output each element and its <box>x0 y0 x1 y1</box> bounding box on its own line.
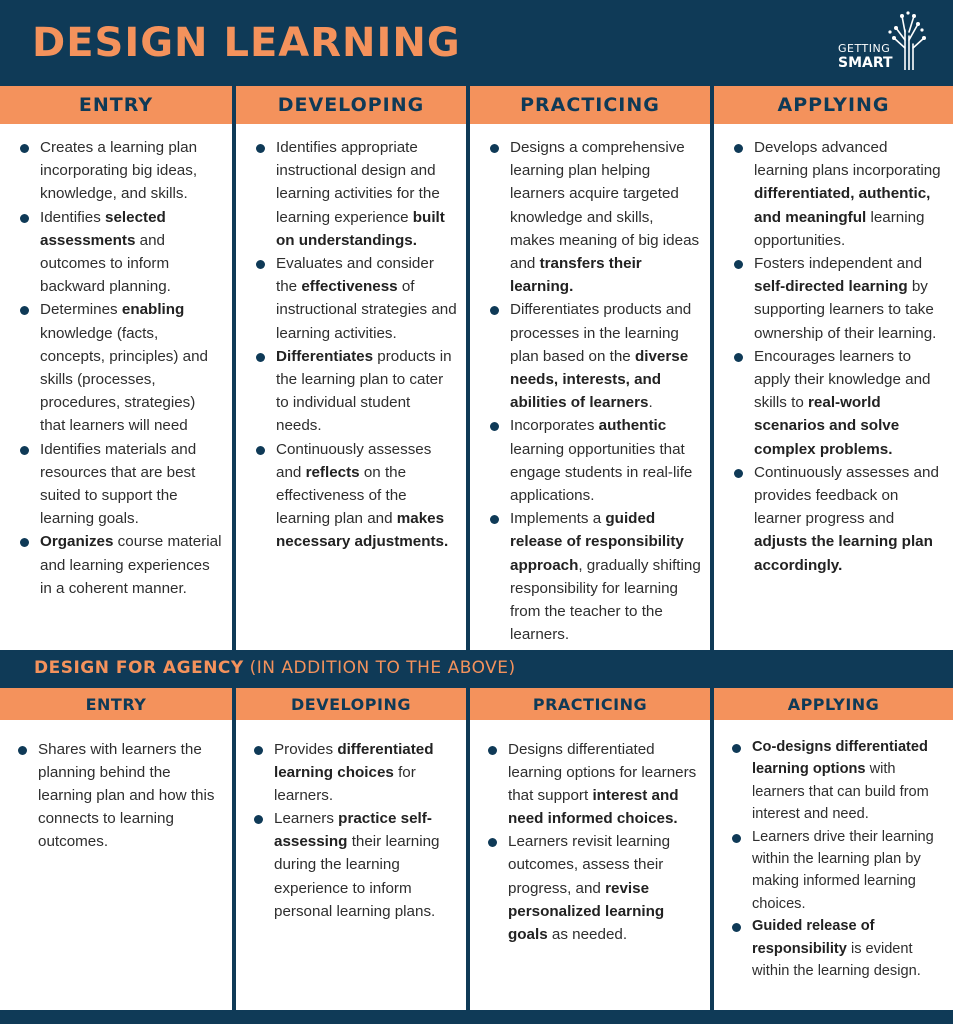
level-label: APPLYING <box>777 94 890 116</box>
bold-text: practice self-assessing <box>274 810 432 851</box>
design-learning-developing <box>236 124 466 650</box>
bold-text: reflects <box>305 463 360 481</box>
bold-text: interest and need informed choices. <box>508 787 679 828</box>
list-item: Identifies materials and resources that are best suited to support the learning goals. <box>16 438 224 531</box>
list-item: Learners practice self-assessing their learning during the learning experience to inform personal learning plans. <box>250 807 458 922</box>
list-item: Creates a learning plan incorporating big ideas, knowledge, and skills. <box>16 136 224 206</box>
logo-line2: SMART <box>838 55 893 71</box>
level-label: APPLYING <box>787 694 880 714</box>
bold-text: Co-designs differentiated learning options <box>752 739 928 778</box>
level-header-entry <box>0 86 232 124</box>
level-label: ENTRY <box>78 94 154 116</box>
list-item: Incorporates authentic learning opportunities that engage students in real-life applications. <box>486 414 702 507</box>
bullet-list <box>486 136 702 646</box>
level-label: ENTRY <box>85 694 147 714</box>
design-learning-body <box>0 124 953 650</box>
getting-smart-logo <box>838 10 928 76</box>
bold-text: transfers their learning. <box>510 255 642 296</box>
design-learning-applying <box>714 124 953 650</box>
bullet-list <box>484 738 702 946</box>
list-item: Evaluates and consider the effectiveness of instructional strategies and learning activities. <box>252 252 458 345</box>
list-item: Determines enabling knowledge (facts, concepts, principles) and skills (processes, procedures, strategies) that learners will need <box>16 298 224 437</box>
list-item: Designs a comprehensive learning plan helping learners acquire targeted knowledge and skills, makes meaning of big ideas and transfers their learning. <box>486 136 702 298</box>
level-label: DEVELOPING <box>277 94 425 116</box>
bold-text: self-directed learning <box>754 278 908 296</box>
bullet-list <box>14 738 224 853</box>
bold-text: selected assessments <box>40 208 166 249</box>
agency-levels-header-row <box>0 688 953 720</box>
bold-text: makes necessary adjustments. <box>276 510 449 551</box>
bold-text: revise personalized learning goals <box>508 879 665 943</box>
list-item: Learners drive their learning within the learning plan by making informed learning choices. <box>728 826 945 916</box>
bullet-list <box>250 738 458 923</box>
bullet-list <box>16 136 224 600</box>
agency-title <box>34 658 516 678</box>
list-item: Differentiates products and processes in the learning plan based on the diverse needs, interests, and abilities of learners. <box>486 298 702 414</box>
list-item: Identifies selected assessments and outcomes to inform backward planning. <box>16 206 224 299</box>
level-label: DEVELOPING <box>291 694 411 714</box>
list-item: Fosters independent and self-directed learning by supporting learners to take ownership of their learning. <box>730 252 945 345</box>
bold-text: diverse needs, interests, and abilities of learners <box>510 347 689 412</box>
design-learning-entry <box>0 124 232 650</box>
bold-text: real-world scenarios and solve complex problems. <box>754 394 900 458</box>
list-item: Designs differentiated learning options for learners that support interest and need informed choices. <box>484 738 702 830</box>
header <box>0 0 953 86</box>
list-item: Identifies appropriate instructional design and learning activities for the learning experience built on understandings. <box>252 136 458 252</box>
agency-header-practicing <box>470 688 710 720</box>
bold-text: Guided release of responsibility <box>752 918 875 957</box>
list-item: Provides differentiated learning choices for learners. <box>250 738 458 807</box>
bold-text: differentiated learning choices <box>274 741 434 782</box>
level-header-practicing <box>470 86 710 124</box>
level-label: PRACTICING <box>520 94 660 116</box>
logo-line1: GETTING <box>838 42 891 55</box>
agency-applying <box>714 720 953 1010</box>
level-header-developing <box>236 86 466 124</box>
bullet-list <box>730 136 945 577</box>
design-for-agency-body <box>0 720 953 1010</box>
level-label: PRACTICING <box>532 694 648 714</box>
list-item: Continuously assesses and reflects on the effectiveness of the learning plan and makes necessary adjustments. <box>252 438 458 554</box>
levels-header-row <box>0 86 953 124</box>
bold-text: guided release of responsibility approach <box>510 510 684 574</box>
bold-text: adjusts the learning plan accordingly. <box>754 533 933 574</box>
bold-text: authentic <box>598 417 667 435</box>
agency-header-developing <box>236 688 466 720</box>
level-header-applying <box>714 86 953 124</box>
bold-text: Differentiates <box>276 347 374 365</box>
list-item: Guided release of responsibility is evident within the learning design. <box>728 915 945 982</box>
agency-section-heading <box>0 650 953 688</box>
list-item: Continuously assesses and provides feedback on learner progress and adjusts the learning plan accordingly. <box>730 461 945 577</box>
footer-band <box>0 1010 953 1024</box>
list-item: Develops advanced learning plans incorporating differentiated, authentic, and meaningful learning opportunities. <box>730 136 945 252</box>
list-item: Differentiates products in the learning plan to cater to individual student needs. <box>252 345 458 438</box>
bold-text: differentiated, authentic, and meaningful <box>754 185 931 226</box>
list-item: Organizes course material and learning experiences in a coherent manner. <box>16 530 224 600</box>
page-title: DESIGN LEARNING <box>32 20 461 66</box>
agency-title-bold: DESIGN FOR AGENCY <box>34 658 244 678</box>
agency-practicing <box>470 720 710 1010</box>
bold-text: Organizes <box>40 533 114 551</box>
bullet-list <box>728 736 945 982</box>
agency-header-entry <box>0 688 232 720</box>
bold-text: built on understandings. <box>276 208 445 249</box>
agency-developing <box>236 720 466 1010</box>
agency-entry <box>0 720 232 1010</box>
list-item: Shares with learners the planning behind the learning plan and how this connects to learning outcomes. <box>14 738 224 853</box>
bold-text: enabling <box>121 301 185 319</box>
bold-text: effectiveness <box>301 278 398 296</box>
bullet-list <box>252 136 458 554</box>
list-item: Implements a guided release of responsibility approach, gradually shifting responsibility for learning from the teacher to the learners. <box>486 507 702 646</box>
agency-title-rest: (IN ADDITION TO THE ABOVE) <box>243 658 516 678</box>
list-item: Learners revisit learning outcomes, assess their progress, and revise personalized learning goals as needed. <box>484 830 702 945</box>
list-item: Encourages learners to apply their knowledge and skills to real-world scenarios and solve complex problems. <box>730 345 945 461</box>
design-learning-practicing <box>470 124 710 650</box>
list-item: Co-designs differentiated learning options with learners that can build from interest and need. <box>728 736 945 826</box>
agency-header-applying <box>714 688 953 720</box>
